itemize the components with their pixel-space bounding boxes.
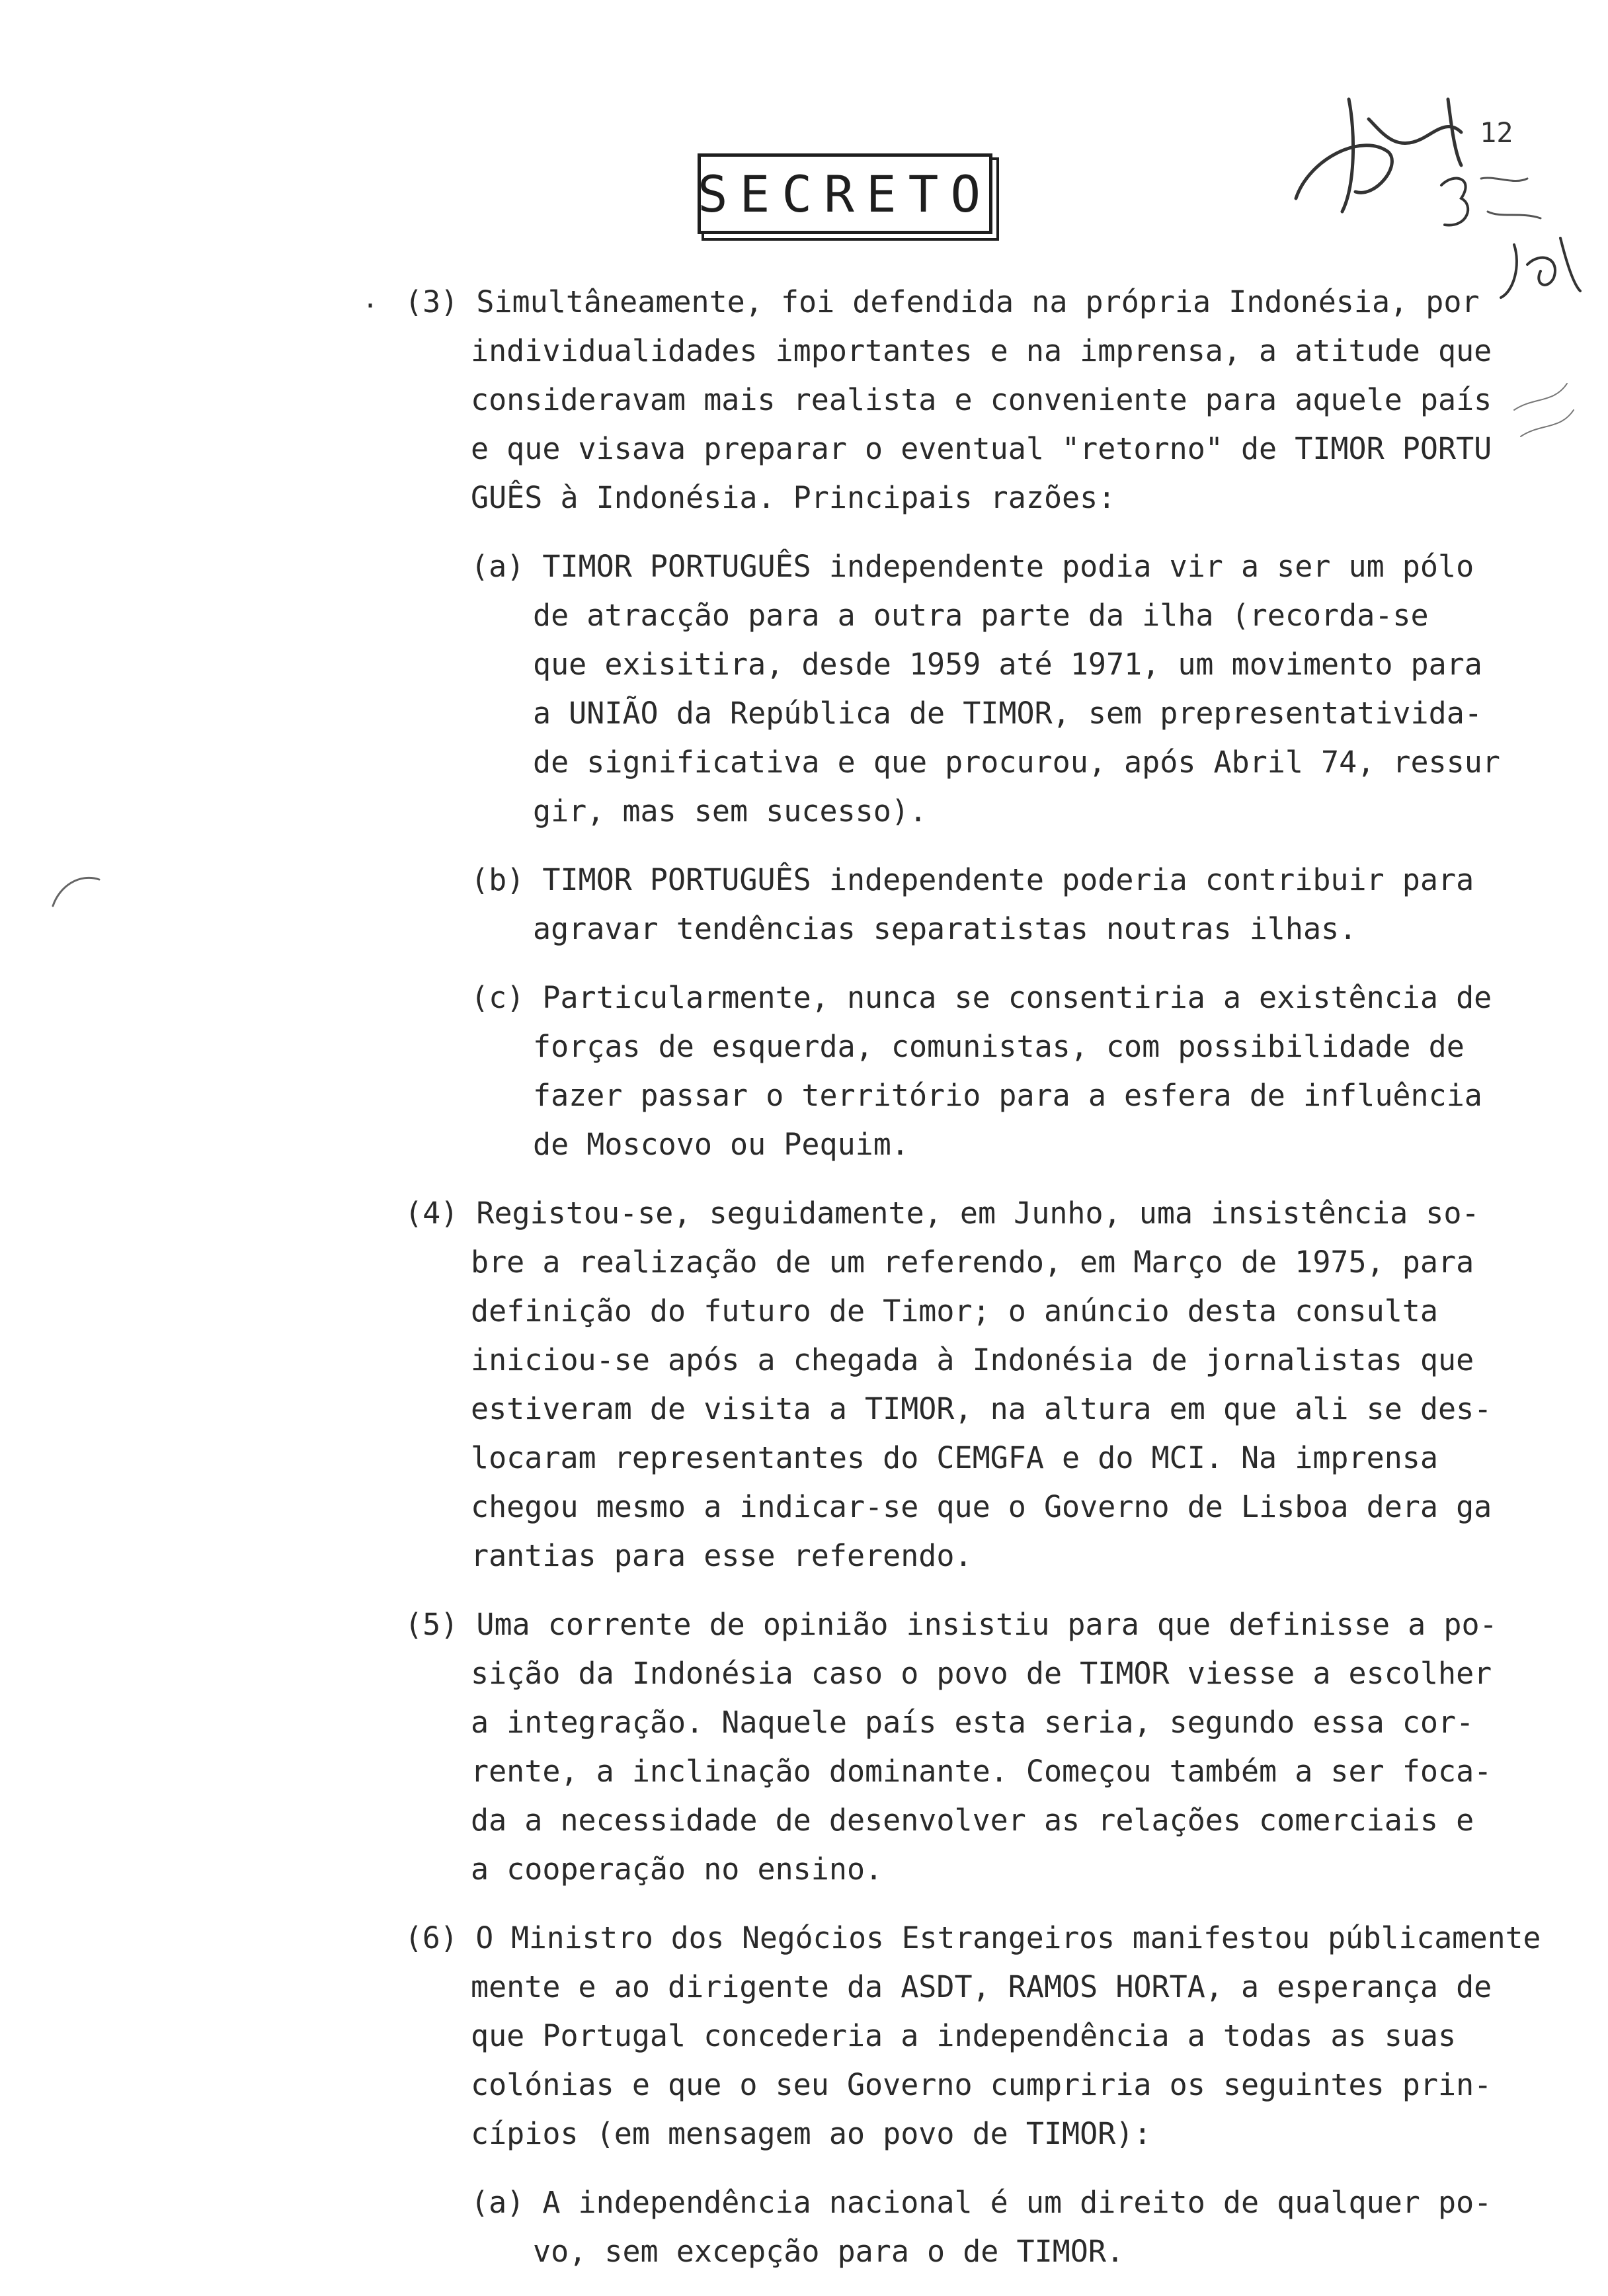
text-line: agravar tendências separatistas noutras ilhas. [533, 911, 1357, 946]
text-line: (5) Uma corrente de opinião insistiu para que definisse a po- [405, 1607, 1498, 1642]
text-line: (a) TIMOR PORTUGUÊS independente podia vir a ser um pólo [471, 549, 1474, 584]
text-line: estiveram de visita a TIMOR, na altura em que ali se des- [471, 1391, 1492, 1426]
text-line: (4) Registou-se, seguidamente, em Junho, uma insistência so- [405, 1196, 1480, 1231]
text-line: (c) Particularmente, nunca se consentiria a existência de [471, 980, 1492, 1015]
text-line: rente, a inclinação dominante. Começou também a ser foca- [471, 1754, 1492, 1789]
secret-stamp: SECRETO [698, 153, 992, 234]
text-line: iniciou-se após a chegada à Indonésia de jornalistas que [471, 1342, 1474, 1377]
page-number: 12 [1480, 116, 1513, 149]
text-line: sição da Indonésia caso o povo de TIMOR viesse a escolher [471, 1656, 1492, 1691]
text-line: cípios (em mensagem ao povo de TIMOR): [471, 2116, 1152, 2151]
text-line: a cooperação no ensino. [471, 1852, 883, 1887]
text-line: vo, sem excepção para o de TIMOR. [533, 2234, 1125, 2269]
text-line: a UNIÃO da República de TIMOR, sem prepresentativida- [533, 696, 1482, 731]
text-line: definição do futuro de Timor; o anúncio desta consulta [471, 1293, 1438, 1329]
handwritten-initials [1501, 238, 1580, 298]
text-line: (3) Simultâneamente, foi defendida na própria Indonésia, por [405, 284, 1480, 319]
text-line: GUÊS à Indonésia. Principais razões: [471, 480, 1116, 515]
text-line: que exisitira, desde 1959 até 1971, um movimento para [533, 647, 1482, 682]
handwritten-scribble [1481, 178, 1541, 218]
text-line: individualidades importantes e na imprensa, a atitude que [471, 333, 1492, 368]
text-line: e que visava preparar o eventual "retorno" de TIMOR PORTU [471, 431, 1492, 466]
text-line: que Portugal concederia a independência a todas as suas [471, 2018, 1457, 2053]
text-line: de significativa e que procurou, após Abril 74, ressur [533, 745, 1500, 780]
text-line: (6) O Ministro dos Negócios Estrangeiros manifestou públicamente [405, 1920, 1541, 1955]
text-line: de atracção para a outra parte da ilha (recorda-se [533, 598, 1429, 633]
handwritten-mark-3 [1441, 179, 1468, 226]
text-line: forças de esquerda, comunistas, com possibilidade de [533, 1029, 1465, 1064]
text-line: consideravam mais realista e conveniente para aquele país [471, 382, 1492, 417]
text-line: a integração. Naquele país esta seria, segundo essa cor- [471, 1705, 1474, 1740]
text-line: mente e ao dirigente da ASDT, RAMOS HORTA, a esperança de [471, 1969, 1492, 2004]
margin-arc [53, 878, 99, 906]
text-line: rantias para esse referendo. [471, 1538, 973, 1573]
text-line: (a) A independência nacional é um direito de qualquer po- [471, 2185, 1492, 2220]
text-line: gir, mas sem sucesso). [533, 794, 928, 829]
text-line: da a necessidade de desenvolver as relações comerciais e [471, 1803, 1474, 1838]
handwritten-signature [1296, 99, 1461, 212]
text-line: (b) TIMOR PORTUGUÊS independente poderia contribuir para [471, 862, 1474, 897]
bullet-mark: · [362, 291, 379, 321]
margin-scribble [1514, 384, 1574, 436]
text-line: fazer passar o território para a esfera de influência [533, 1078, 1482, 1113]
text-line: de Moscovo ou Pequim. [533, 1127, 909, 1162]
text-line: chegou mesmo a indicar-se que o Governo de Lisboa dera ga [471, 1489, 1492, 1524]
text-line: locaram representantes do CEMGFA e do MCI. Na imprensa [471, 1440, 1438, 1475]
text-line: bre a realização de um referendo, em Março de 1975, para [471, 1245, 1474, 1280]
text-line: colónias e que o seu Governo cumpriria os seguintes prin- [471, 2067, 1492, 2102]
